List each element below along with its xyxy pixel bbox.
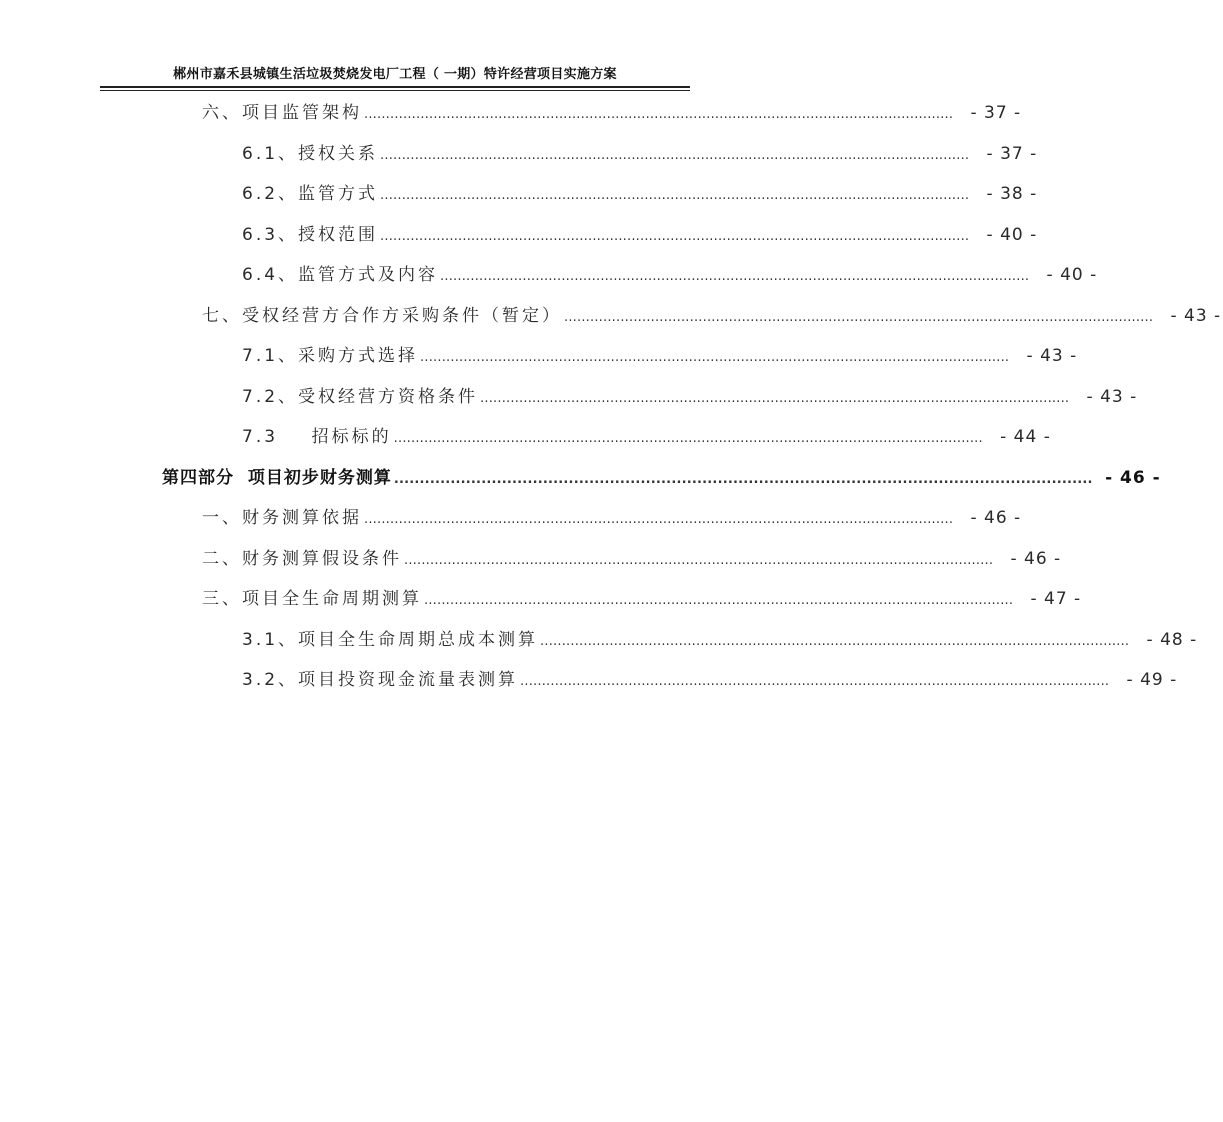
toc-entry-6-2[interactable] [242,181,1038,207]
toc-leader: ........................................................................................................................................ [440,269,1030,284]
toc-entry-title: 3.1、项目全生命周期总成本测算 [242,630,539,650]
toc-leader: ........................................................................................................................................ [404,553,994,568]
toc-page-number: - 37 - [970,103,1022,123]
toc-entry-3-1[interactable] [242,627,1198,653]
toc-leader: ........................................................................................................................................ [564,310,1154,325]
toc-entry-title: 第四部分 项目初步财务测算 [162,468,392,488]
toc-entry-section-3[interactable] [202,586,1082,612]
toc-entry-title: 6.4、监管方式及内容 [242,265,439,285]
toc-page-number: - 43 - [1086,387,1138,407]
toc-page-number: - 46 - [970,508,1022,528]
toc-entry-7-2[interactable] [242,384,1138,410]
toc-entry-title: 6.3、授权范围 [242,225,379,245]
toc-leader: ........................................................................................................................................ [364,107,954,122]
toc-leader: ........................................................................................................................................ [480,391,1070,406]
toc-entry-title: 7.1、采购方式选择 [242,346,419,366]
toc-entry-section-7[interactable] [202,303,1222,329]
toc-leader: ........................................................................................................................................ [380,229,970,244]
toc-entry-7-3[interactable] [242,424,1051,450]
toc-entry-part-4[interactable] [162,465,1161,491]
toc-entry-title: 三、项目全生命周期测算 [202,589,422,609]
toc-leader: ........................................................................................................................................ [540,634,1130,649]
toc-leader: ........................................................................................................................................ [393,472,1093,487]
toc-entry-section-6[interactable] [202,100,1022,126]
toc-page-number: - 40 - [1046,265,1098,285]
toc-entry-title: 七、受权经营方合作方采购条件（暂定） [202,306,562,326]
toc-entry-6-4[interactable] [242,262,1098,288]
toc-leader: ........................................................................................................................................ [520,674,1110,689]
toc-entry-3-2[interactable] [242,667,1178,693]
toc-entry-title: 6.1、授权关系 [242,144,379,164]
toc-entry-section-1[interactable] [202,505,1022,531]
toc-page-number: - 47 - [1030,589,1082,609]
toc-entry-title: 6.2、监管方式 [242,184,379,204]
toc-leader: ........................................................................................................................................ [424,593,1014,608]
toc-entry-title: 二、财务测算假设条件 [202,549,402,569]
toc-page-number: - 37 - [986,144,1038,164]
toc-page-number: - 46 - [1105,468,1161,488]
header-rule-thin [100,90,690,91]
running-header: 郴州市嘉禾县城镇生活垃圾焚烧发电厂工程（ 一期）特许经营项目实施方案 [173,67,617,82]
toc-page-number: - 49 - [1126,670,1178,690]
header-rule-thick [100,86,690,88]
toc-page-number: - 38 - [986,184,1038,204]
toc-entry-title: 六、项目监管架构 [202,103,362,123]
toc-leader: ........................................................................................................................................ [364,512,954,527]
toc-page-number: - 43 - [1170,306,1222,326]
toc-leader: ........................................................................................................................................ [420,350,1010,365]
toc-entry-title: 7.2、受权经营方资格条件 [242,387,479,407]
toc-entry-6-1[interactable] [242,141,1038,167]
toc-entry-title: 一、财务测算依据 [202,508,362,528]
toc-leader: ........................................................................................................................................ [380,188,970,203]
toc-page-number: - 43 - [1026,346,1078,366]
toc-entry-section-2[interactable] [202,546,1062,572]
toc-entry-7-1[interactable] [242,343,1078,369]
toc-entry-6-3[interactable] [242,222,1038,248]
toc-leader: ........................................................................................................................................ [380,148,970,163]
toc-page-number: - 48 - [1146,630,1198,650]
toc-page-number: - 46 - [1010,549,1062,569]
toc-page-number: - 44 - [1000,427,1051,447]
toc-entry-title: 3.2、项目投资现金流量表测算 [242,670,519,690]
toc-page-number: - 40 - [986,225,1038,245]
toc-entry-title: 7.3 招标标的 [242,427,392,447]
toc-leader: ........................................................................................................................................ [393,431,983,446]
